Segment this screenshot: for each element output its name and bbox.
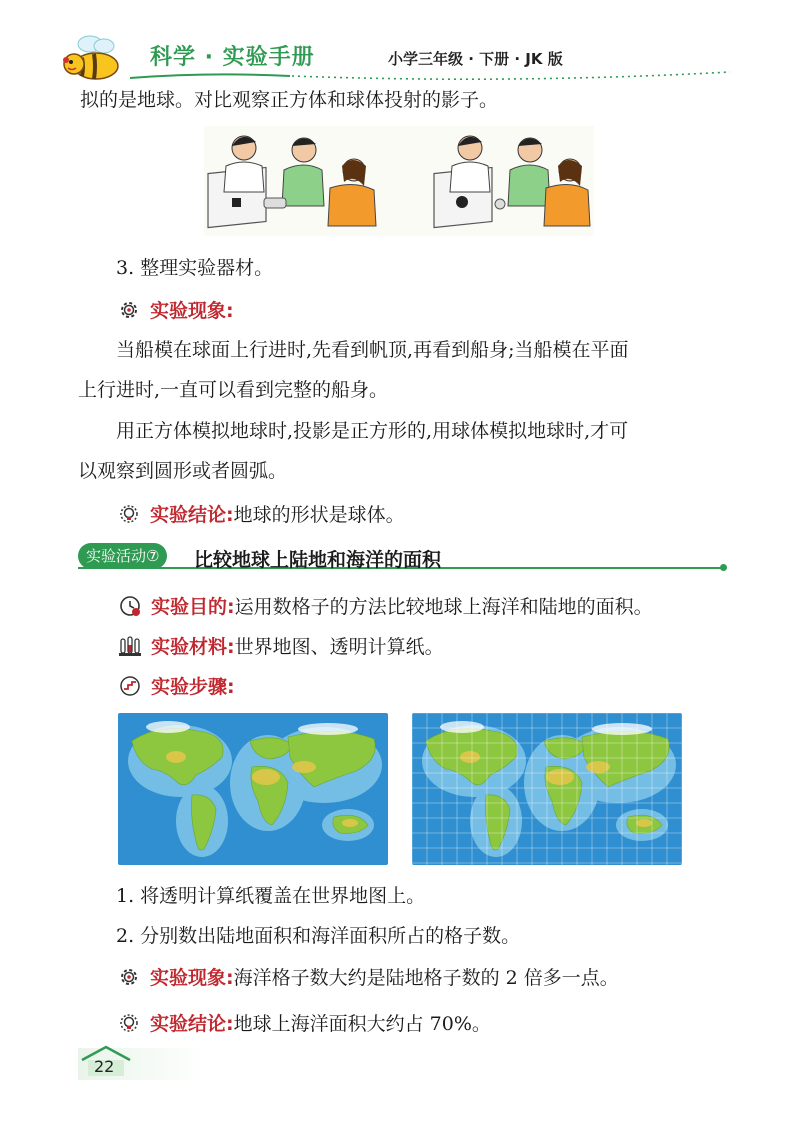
phenomenon-label-1: 实验现象: (150, 300, 234, 322)
materials-line (118, 632, 444, 659)
materials-label: 实验材料: (151, 636, 235, 658)
activity-title: 比较地球上陆地和海洋的面积 (194, 549, 442, 571)
continuation-text: 拟的是地球。对比观察正方体和球体投射的影子。 (80, 89, 499, 111)
grid-map-drawing (412, 713, 682, 865)
conclusion-line-1 (118, 500, 405, 527)
activity-underline-dot (720, 564, 727, 571)
shadow-experiment-drawing (204, 126, 594, 236)
conclusion-label-1: 实验结论: (150, 504, 234, 526)
conclusion-line-2 (118, 1009, 491, 1036)
phenomenon-1-para-1-line-2: 上行进时,一直可以看到完整的船身。 (78, 379, 389, 401)
lightbulb-icon (118, 1012, 140, 1034)
phenomenon-line-2 (118, 963, 619, 990)
bee-mascot-icon (60, 34, 140, 86)
phenomenon-text-2: 海洋格子数大约是陆地格子数的 2 倍多一点。 (233, 967, 619, 989)
clock-icon (118, 594, 142, 618)
step-3-text: 3. 整理实验器材。 (116, 257, 274, 279)
conclusion-label-2: 实验结论: (150, 1013, 234, 1035)
gear-icon (118, 299, 140, 321)
activity-badge: 实验活动⑦ (78, 543, 167, 569)
shadow-experiment-illustration (204, 126, 594, 236)
phenomenon-label-2: 实验现象: (150, 967, 234, 989)
steps-heading (118, 672, 235, 699)
purpose-text: 运用数格子的方法比较地球上海洋和陆地的面积。 (234, 596, 653, 618)
conclusion-text-1: 地球的形状是球体。 (233, 504, 405, 526)
conclusion-text-2: 地球上海洋面积大约占 70%。 (233, 1013, 491, 1035)
steps-icon (118, 674, 142, 698)
phenomenon-1-para-1-line-1: 当船模在球面上行进时,先看到帆顶,再看到船身;当船模在平面 (116, 339, 629, 361)
page-number: 22 (94, 1057, 115, 1076)
world-map (118, 713, 388, 865)
steps-label: 实验步骤: (151, 676, 235, 698)
purpose-line (118, 592, 653, 619)
step-2-text: 2. 分别数出陆地面积和海洋面积所占的格子数。 (116, 925, 521, 947)
phenomenon-1-para-2-line-1: 用正方体模拟地球时,投影是正方形的,用球体模拟地球时,才可 (116, 420, 629, 442)
ball-shadow-scene (434, 136, 590, 228)
handbook-title: 科学 · 实验手册 (150, 45, 315, 70)
materials-text: 世界地图、透明计算纸。 (234, 636, 444, 658)
cube-shadow-scene (208, 136, 376, 228)
test-tubes-icon (118, 635, 142, 657)
phenomenon-heading-1 (118, 296, 234, 323)
gear-icon (118, 966, 140, 988)
world-map-with-grid (412, 713, 682, 865)
step-1-text: 1. 将透明计算纸覆盖在世界地图上。 (116, 885, 426, 907)
lightbulb-icon (118, 503, 140, 525)
grade-edition-label: 小学三年级 · 下册 · JK 版 (388, 50, 563, 68)
purpose-label: 实验目的: (151, 596, 235, 618)
phenomenon-1-para-2-line-2: 以观察到圆形或者圆弧。 (78, 460, 288, 482)
